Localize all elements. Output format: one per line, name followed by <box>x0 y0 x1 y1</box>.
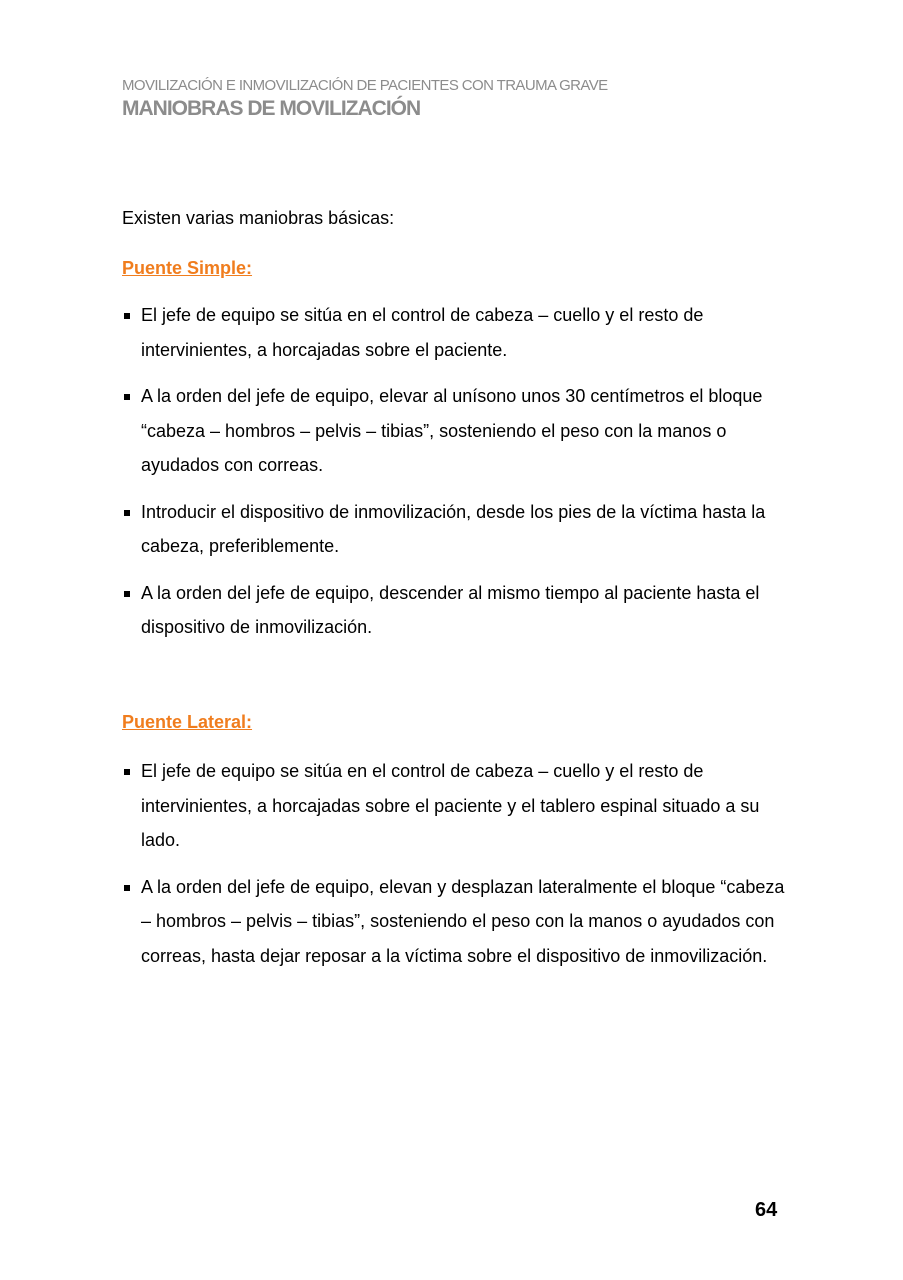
list-item <box>122 298 792 367</box>
bullet-square-icon <box>124 885 130 891</box>
list-item-text: El jefe de equipo se sitúa en el control de cabeza – cuello y el resto de intervinientes, a horcajadas sobre el paciente y el tablero espinal situado a su lado. <box>141 761 760 850</box>
bullet-square-icon <box>124 313 130 319</box>
heading-puente-simple: Puente Simple: <box>122 258 253 278</box>
intro-text: Existen varias maniobras básicas: <box>122 208 395 228</box>
list-item <box>122 754 792 858</box>
section-title: MANIOBRAS DE MOVILIZACIÓN <box>122 97 421 120</box>
page-number: 64 <box>755 1199 778 1221</box>
list-item <box>122 495 792 564</box>
bullet-square-icon <box>124 510 130 516</box>
list-item-text: A la orden del jefe de equipo, descender al mismo tiempo al paciente hasta el dispositivo de inmovilización. <box>141 582 760 637</box>
bullet-square-icon <box>124 769 130 775</box>
list-item <box>122 576 792 645</box>
list-item-text: El jefe de equipo se sitúa en el control de cabeza – cuello y el resto de intervinientes, a horcajadas sobre el paciente. <box>141 305 704 360</box>
puente-lateral-list <box>122 754 792 985</box>
bullet-square-icon <box>124 591 130 597</box>
heading-puente-lateral: Puente Lateral: <box>122 712 253 732</box>
list-item <box>122 379 792 483</box>
bullet-square-icon <box>124 394 130 400</box>
document-supertitle: MOVILIZACIÓN E INMOVILIZACIÓN DE PACIENTES CON TRAUMA GRAVE <box>122 77 608 94</box>
list-item-text: A la orden del jefe de equipo, elevar al unísono unos 30 centímetros el bloque “cabeza – hombros – pelvis – tibias”, sosteniendo el peso con la manos o ayudados con correas. <box>141 386 763 475</box>
list-item <box>122 870 792 974</box>
puente-simple-list <box>122 298 792 657</box>
list-item-text: Introducir el dispositivo de inmovilización, desde los pies de la víctima hasta la cabeza, preferiblemente. <box>141 501 766 556</box>
list-item-text: A la orden del jefe de equipo, elevan y desplazan lateralmente el bloque “cabeza – hombros – pelvis – tibias”, sosteniendo el peso con la manos o ayudados con correas, hasta dejar reposar a la víctima sobre el dispositivo de inmovilización. <box>141 876 785 966</box>
